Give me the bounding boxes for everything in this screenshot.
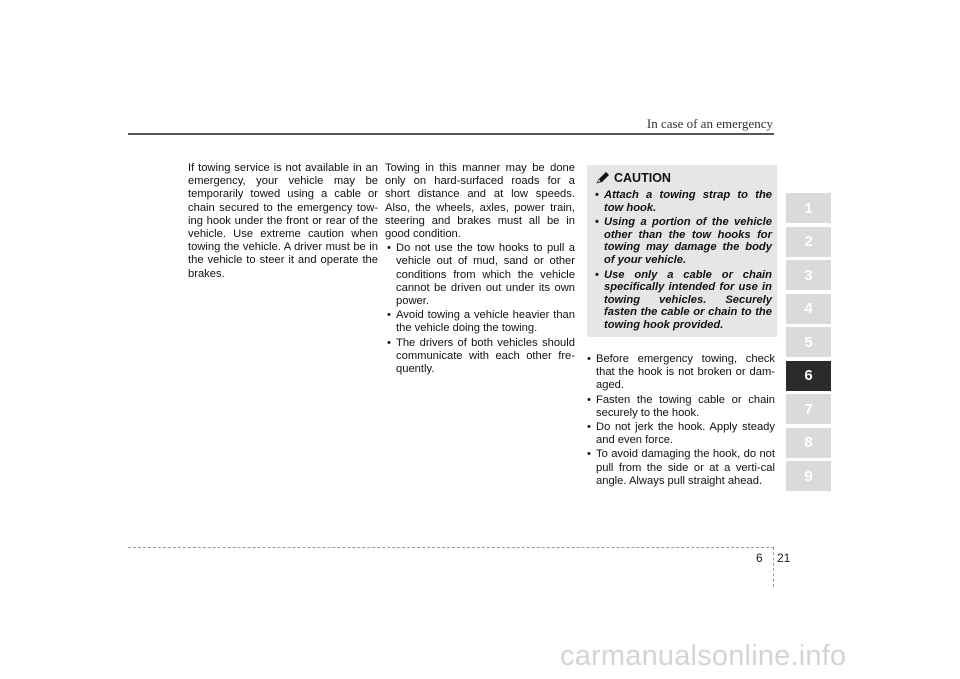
caution-heading: [596, 171, 671, 185]
page-number: 21: [777, 551, 791, 565]
chapter-tab-9[interactable]: 9: [786, 461, 831, 491]
caution-box: [587, 165, 777, 337]
column-3: [585, 353, 775, 489]
chapter-tab-7[interactable]: 7: [786, 394, 831, 424]
footer-divider: [128, 547, 774, 548]
list-item: • Before emergency towing, check that the hook is not broken or dam-aged.: [585, 353, 775, 393]
towing-rules-list: [385, 242, 575, 376]
caution-list: [592, 189, 772, 334]
chapter-tab-5[interactable]: 5: [786, 327, 831, 357]
watermark: carmanualsonline.info: [560, 640, 847, 672]
conditions-paragraph: Towing in this manner may be done only on hard-surfaced roads for a short distance and at low speeds. Also, the wheels, axles, power train, steering and brakes must all be in good condition.: [385, 162, 575, 241]
hook-instructions-list: [585, 353, 775, 488]
list-item: • To avoid damaging the hook, do not pull from the side or at a verti-cal angle. Always pull straight ahead.: [585, 448, 775, 488]
chapter-tab-6[interactable]: 6: [786, 361, 831, 391]
caution-title: CAUTION: [614, 171, 671, 185]
list-item: • Avoid towing a vehicle heavier than the vehicle doing the towing.: [385, 309, 575, 335]
list-item: • Use only a cable or chain specifically intended for use in towing vehicles. Securely fasten the cable or chain to the towing hook provided.: [592, 269, 772, 332]
list-item: • Attach a towing strap to the tow hook.: [592, 189, 772, 214]
column-2: [385, 162, 575, 377]
chapter-tab-3[interactable]: 3: [786, 260, 831, 290]
section-title: In case of an emergency: [646, 116, 773, 131]
list-item: • The drivers of both vehicles should communicate with each other fre-quently.: [385, 337, 575, 377]
chapter-tab-8[interactable]: 8: [786, 428, 831, 458]
chapter-tab-4[interactable]: 4: [786, 294, 831, 324]
list-item: • Do not jerk the hook. Apply steady and even force.: [585, 421, 775, 447]
list-item: • Do not use the tow hooks to pull a vehicle out of mud, sand or other conditions from which the vehicle cannot be driven out under its own power.: [385, 242, 575, 308]
intro-paragraph: If towing service is not available in an emergency, your vehicle may be temporarily towed using a cable or chain secured to the emergency tow-ing hook under the front or rear of the vehicle. Use extreme caution when towing the vehicle. A driver must be in the vehicle to steer it and operate the brakes.: [188, 162, 378, 280]
column-1: [188, 162, 378, 281]
chapter-tabs: [786, 193, 831, 495]
list-item: • Fasten the towing cable or chain securely to the hook.: [585, 394, 775, 420]
chapter-tab-2[interactable]: 2: [786, 227, 831, 257]
page-chapter-number: 6: [756, 551, 763, 565]
chapter-tab-1[interactable]: 1: [786, 193, 831, 223]
pencil-icon: [596, 172, 610, 184]
list-item: • Using a portion of the vehicle other than the tow hooks for towing may damage the body of your vehicle.: [592, 216, 772, 266]
footer-vertical-divider: [773, 547, 774, 587]
header-divider: [128, 133, 774, 135]
